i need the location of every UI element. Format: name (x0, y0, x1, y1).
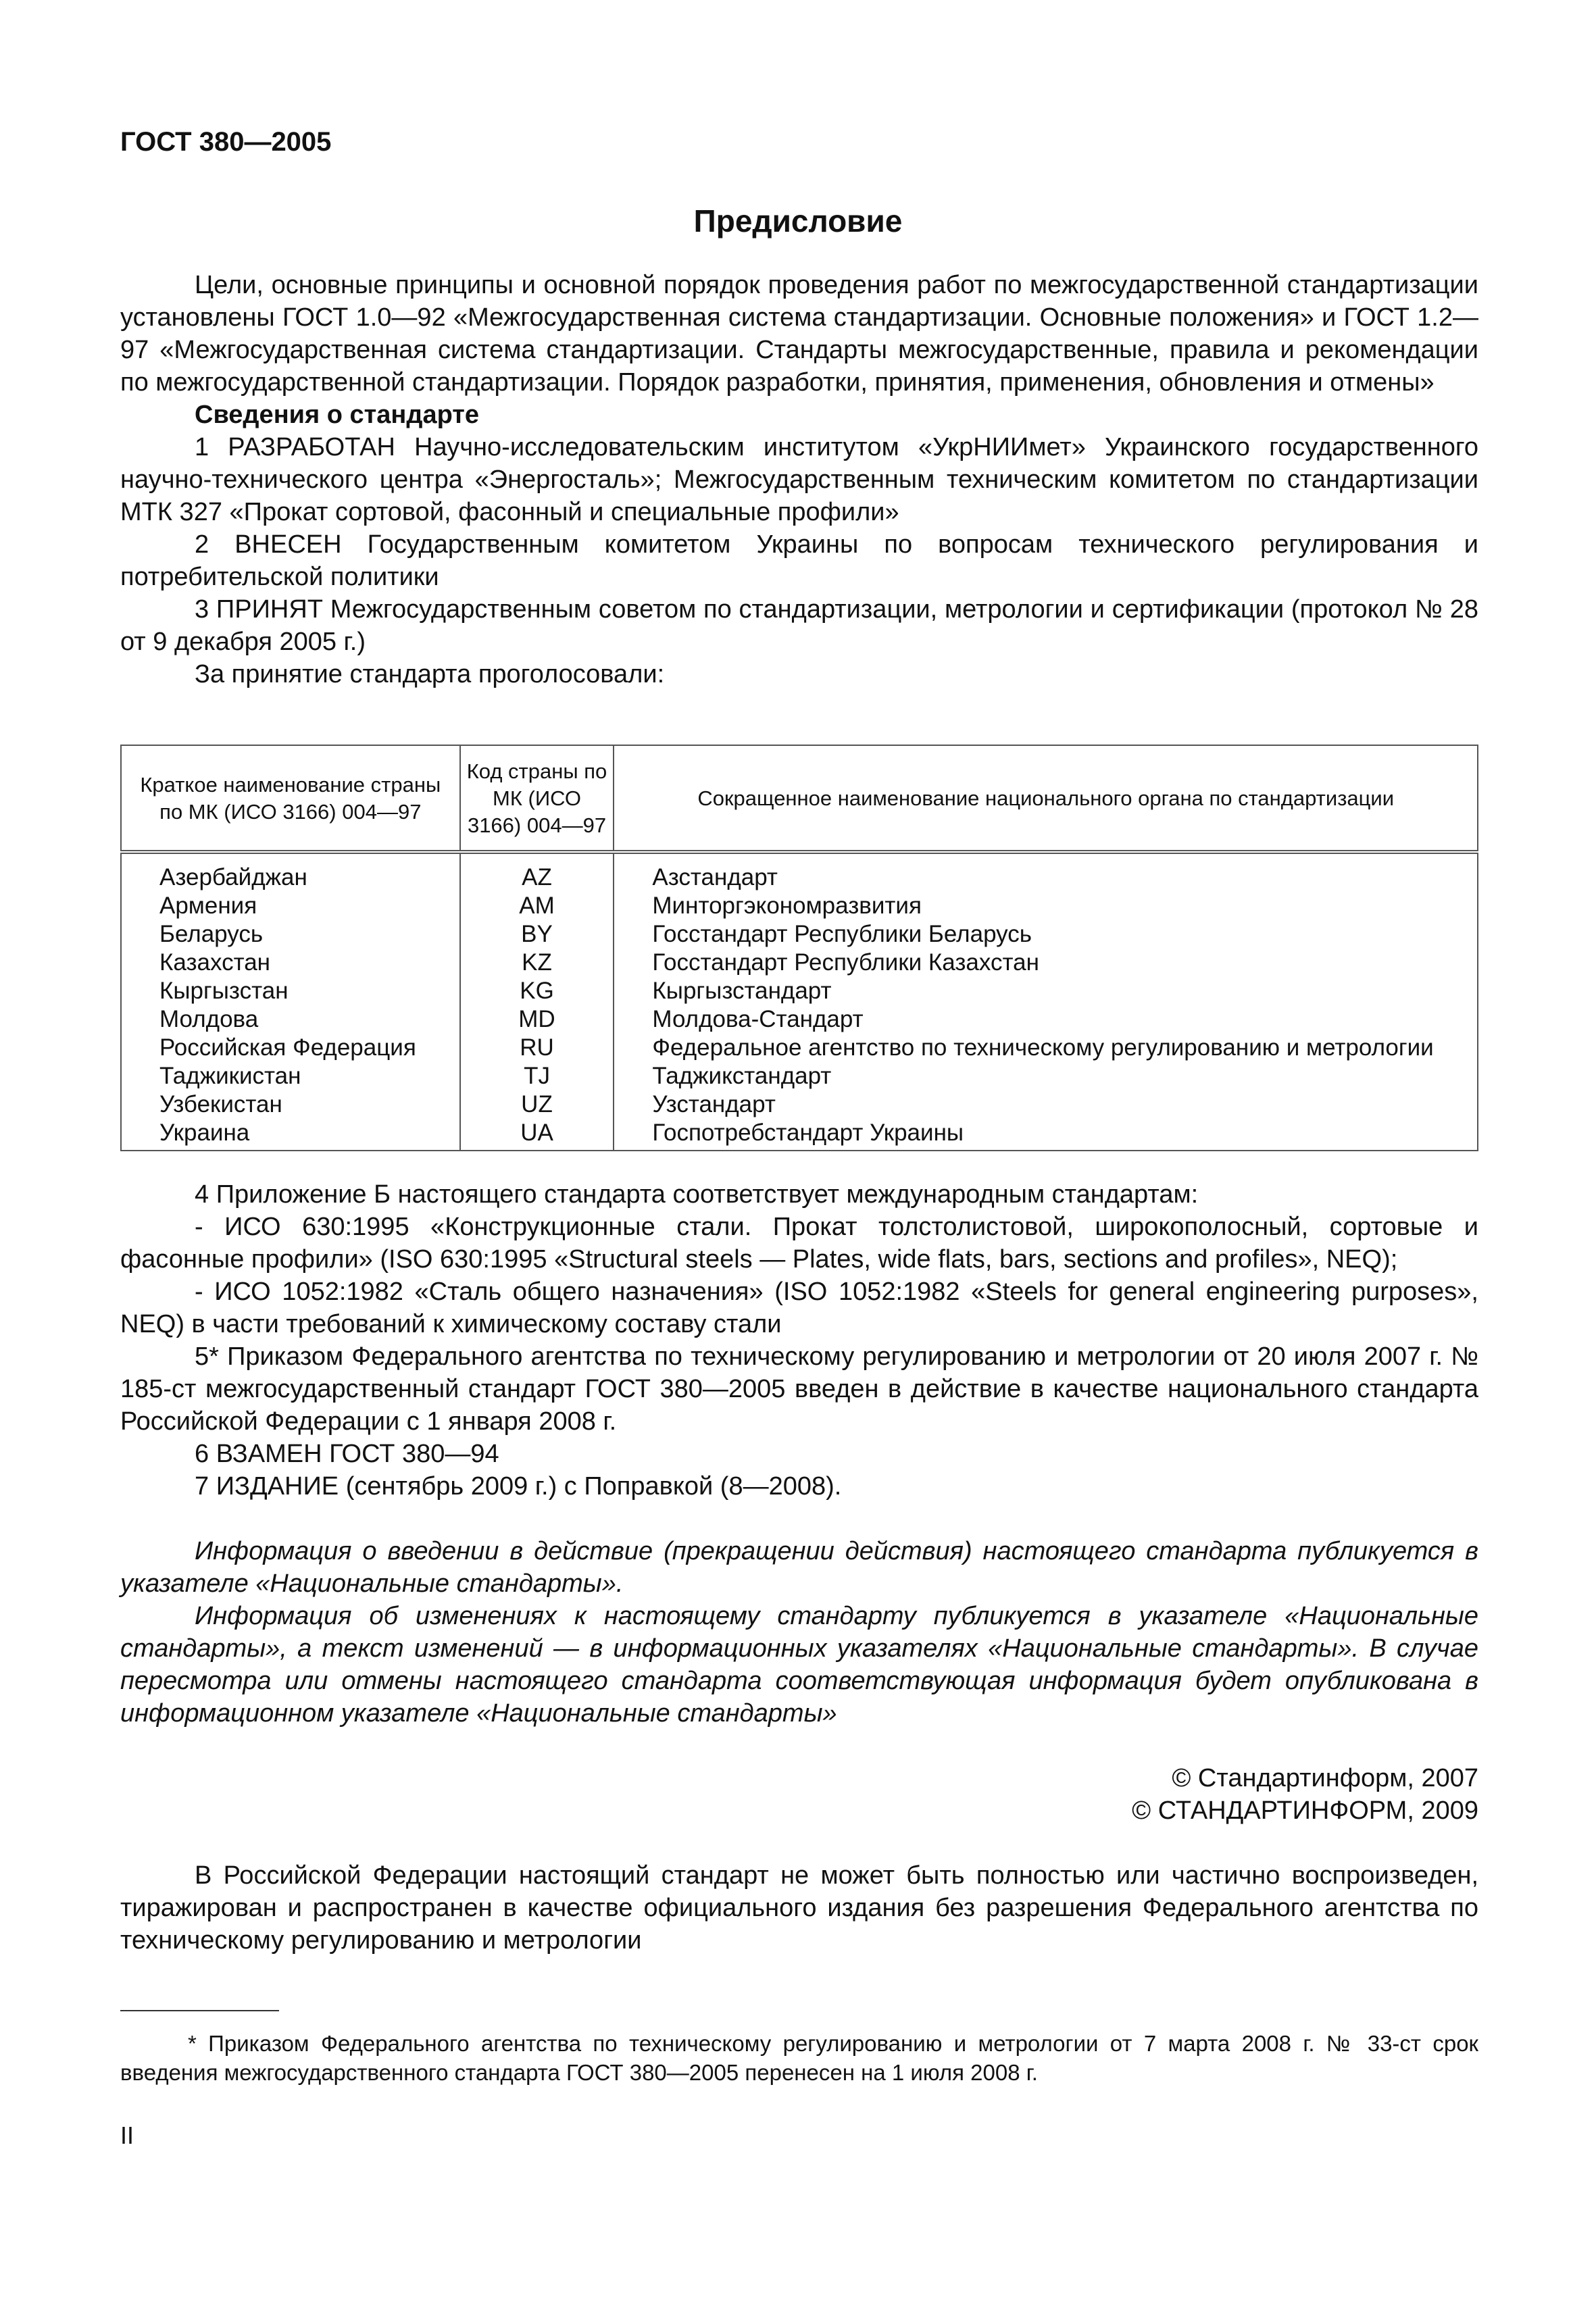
country-name: Кыргызстан (121, 977, 460, 1005)
country-code: BY (460, 920, 614, 949)
item-submitted: 2 ВНЕСЕН Государственным комитетом Украины по вопросам технического регулирования и потребительской политики (120, 530, 1478, 591)
standards-body: Минторгэкономразвития (614, 892, 1478, 920)
table-row (121, 1005, 1478, 1034)
voting-table (120, 745, 1478, 1151)
notice-introduction: Информация о введении в действие (прекращении действия) настоящего стандарта публикуется в указателе «Национальные стандарты». (120, 1537, 1478, 1598)
standards-body: Молдова-Стандарт (614, 1005, 1478, 1034)
country-name: Украина (121, 1119, 460, 1151)
country-name: Таджикистан (121, 1062, 460, 1090)
table-header-row (121, 745, 1478, 852)
country-name: Казахстан (121, 949, 460, 977)
table-row (121, 920, 1478, 949)
table-row (121, 949, 1478, 977)
copyright-2009: © СТАНДАРТИНФОРМ, 2009 (1132, 1796, 1478, 1825)
table-row (121, 1090, 1478, 1119)
item-iso-630: - ИСО 630:1995 «Конструкционные стали. Прокат толстолистовой, широкополосный, сортовые и фасонные профили» (ISO 630:1995 «Structural steels — Plates, wide flats, bars, sections and profiles», NEQ); (120, 1213, 1478, 1274)
table-row (121, 1119, 1478, 1151)
footnote-text: * Приказом Федерального агентства по техническому регулированию и метрологии от 7 марта 2008 г. № 33-ст срок введения межгосударственного стандарта ГОСТ 380—2005 перенесен на 1 июля 2008 г. (120, 2031, 1478, 2085)
page-number: II (120, 2121, 134, 2149)
table-row (121, 1034, 1478, 1062)
country-name: Азербайджан (121, 852, 460, 892)
country-code: KG (460, 977, 614, 1005)
country-code: MD (460, 1005, 614, 1034)
country-code: AZ (460, 852, 614, 892)
standards-body: Федеральное агентство по техническому регулированию и метрологии (614, 1034, 1478, 1062)
country-code: RU (460, 1034, 614, 1062)
item-iso-1052: - ИСО 1052:1982 «Сталь общего назначения» (ISO 1052:1982 «Steels for general engineering purposes», NEQ) в части требований к химическому составу стали (120, 1278, 1478, 1338)
reproduction-notice: В Российской Федерации настоящий стандарт не может быть полностью или частично воспроизведен, тиражирован и распространен в качестве официального издания без разрешения Федерального агентства по техническому регулированию и метрологии (120, 1861, 1478, 1955)
country-code: TJ (460, 1062, 614, 1090)
column-header-country: Краткое наименование страны по МК (ИСО 3166) 004—97 (121, 745, 460, 852)
country-name: Молдова (121, 1005, 460, 1034)
preface-section-continued (120, 1178, 1478, 1957)
standards-body: Азстандарт (614, 852, 1478, 892)
standards-body: Кыргызстандарт (614, 977, 1478, 1005)
footnote (120, 2029, 1478, 2087)
page-title: Предисловие (693, 203, 903, 238)
item-developed: 1 РАЗРАБОТАН Научно-исследовательским институтом «УкрНИИмет» Украинского государственного научно-технического центра «Энергосталь»; Межгосударственным техническим комитетом по стандартизации МТК 327 «Прокат сортовой, фасонный и специальные профили» (120, 433, 1478, 526)
standard-number-header: ГОСТ 380—2005 (120, 127, 332, 157)
intro-paragraph: Цели, основные принципы и основной порядок проведения работ по межгосударственной стандартизации установлены ГОСТ 1.0—92 «Межгосударственная система стандартизации. Основные положения» и ГОСТ 1.2—97 «Межгосударственная система стандартизации. Стандарты межгосударственные, правила и рекомендации по межгосударственной стандартизации. Порядок разработки, принятия, применения, обновления и отмены» (120, 271, 1478, 397)
table-row (121, 977, 1478, 1005)
country-code: AM (460, 892, 614, 920)
standards-body: Узстандарт (614, 1090, 1478, 1119)
country-name: Армения (121, 892, 460, 920)
voted-intro: За принятие стандарта проголосовали: (195, 660, 665, 688)
standards-body: Госстандарт Республики Казахстан (614, 949, 1478, 977)
info-heading: Сведения о стандарте (195, 401, 480, 429)
country-code: UZ (460, 1090, 614, 1119)
item-adopted: 3 ПРИНЯТ Межгосударственным советом по стандартизации, метрологии и сертификации (протокол № 28 от 9 декабря 2005 г.) (120, 595, 1478, 656)
column-header-body: Сокращенное наименование национального органа по стандартизации (614, 745, 1478, 852)
standards-body: Таджикстандарт (614, 1062, 1478, 1090)
item-edition: 7 ИЗДАНИЕ (сентябрь 2009 г.) с Поправкой (8—2008). (195, 1472, 842, 1501)
notice-changes: Информация об изменениях к настоящему стандарту публикуется в указателе «Национальные стандарты», а текст изменений — в информационных указателях «Национальные стандарты». В случае пересмотра или отмены настоящего стандарта соответствующая информация будет опубликована в информационном указателе «Национальные стандарты» (120, 1602, 1478, 1728)
country-name: Российская Федерация (121, 1034, 460, 1062)
country-name: Узбекистан (121, 1090, 460, 1119)
item-annex-correspondence: 4 Приложение Б настоящего стандарта соответствует международным стандартам: (195, 1180, 1199, 1209)
table-row (121, 1062, 1478, 1090)
copyright-2007: © Стандартинформ, 2007 (1172, 1764, 1478, 1792)
item-enacted: 5* Приказом Федерального агентства по техническому регулированию и метрологии от 20 июля 2007 г. № 185-ст межгосударственный стандарт ГОСТ 380—2005 введен в действие в качестве национального стандарта Российской Федерации с 1 января 2008 г. (120, 1342, 1478, 1436)
standards-body: Госстандарт Республики Беларусь (614, 920, 1478, 949)
table-row (121, 892, 1478, 920)
standards-body: Госпотребстандарт Украины (614, 1119, 1478, 1151)
country-name: Беларусь (121, 920, 460, 949)
item-replaces: 6 ВЗАМЕН ГОСТ 380—94 (195, 1440, 499, 1468)
footnote-divider (120, 2010, 279, 2011)
column-header-code: Код страны по МК (ИСО 3166) 004—97 (460, 745, 614, 852)
country-code: UA (460, 1119, 614, 1151)
table-row (121, 852, 1478, 892)
country-code: KZ (460, 949, 614, 977)
preface-section (120, 269, 1478, 690)
